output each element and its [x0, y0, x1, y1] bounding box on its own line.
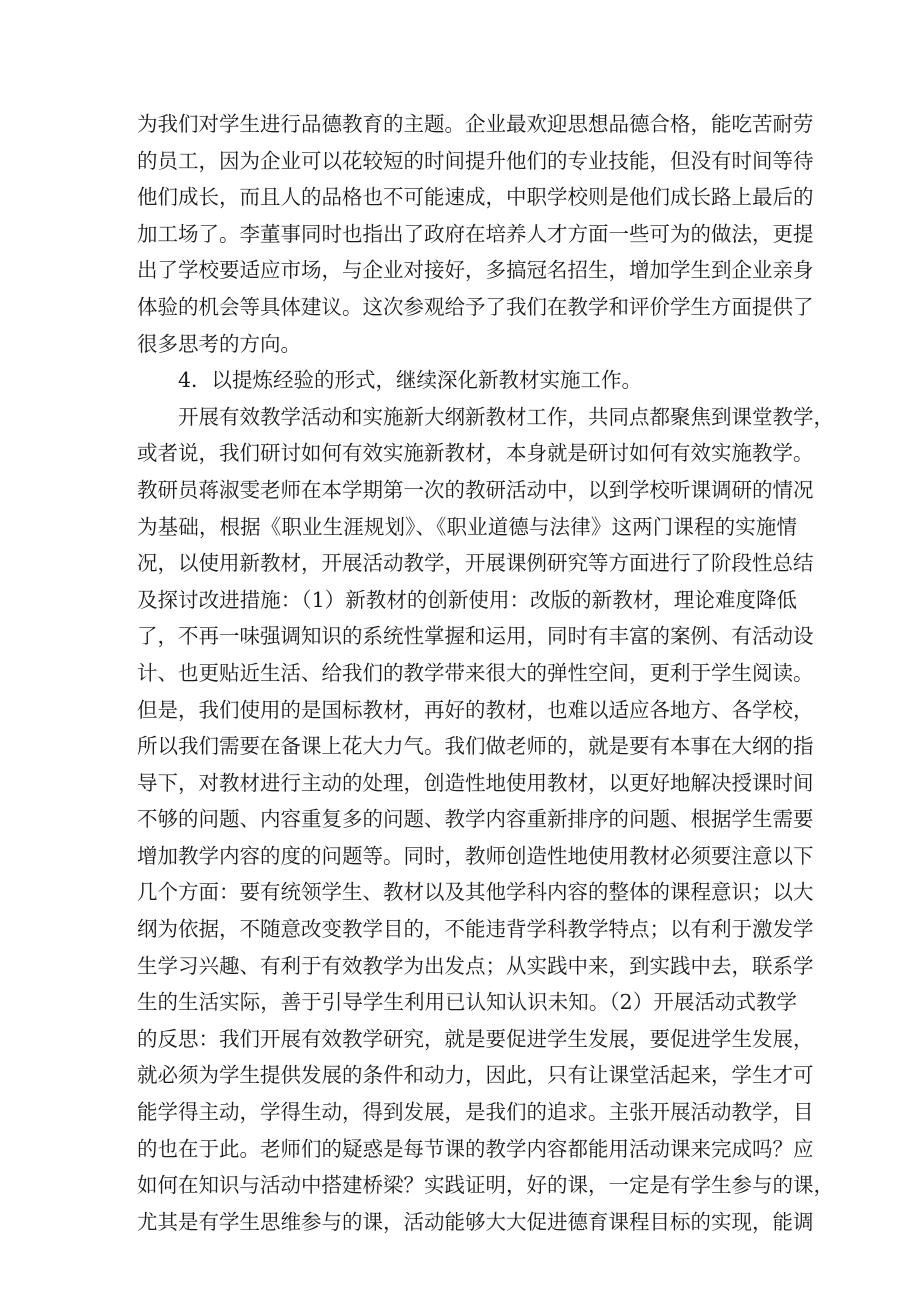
- text-line: 能学得主动，学得生动，得到发展，是我们的追求。主张开展活动教学，目: [137, 1100, 814, 1125]
- text-line: 教研员蒋淑雯老师在本学期第一次的教研活动中，以到学校听课调研的情况: [137, 477, 814, 502]
- text-line: 体验的机会等具体建议。这次参观给予了我们在教学和评价学生方面提供了: [137, 294, 814, 319]
- text-line: 他们成长，而且人的品格也不可能速成，中职学校则是他们成长路上最后的: [137, 185, 814, 210]
- text-line: 所以我们需要在备课上花大力气。我们做老师的，就是要有本事在大纲的指: [137, 734, 814, 759]
- text-line: 如何在知识与活动中搭建桥梁？实践证明，好的课，一定是有学生参与的课，: [137, 1173, 834, 1198]
- text-line: 的也在于此。老师们的疑惑是每节课的教学内容都能用活动课来完成吗？应: [137, 1136, 814, 1161]
- text-line: 纲为依据，不随意改变教学目的，不能违背学科教学特点；以有利于激发学: [137, 917, 814, 942]
- text-line: 计、也更贴近生活、给我们的教学带来很大的弹性空间，更利于学生阅读。: [137, 660, 814, 685]
- text-line: 增加教学内容的度的问题等。同时，教师创造性地使用教材必须要注意以下: [137, 843, 814, 868]
- text-line: 了，不再一味强调知识的系统性掌握和运用，同时有丰富的案例、有活动设: [137, 624, 814, 649]
- text-line: 为我们对学生进行品德教育的主题。企业最欢迎思想品德合格，能吃苦耐劳: [137, 112, 814, 136]
- text-line: 况，以使用新教材，开展活动教学，开展课例研究等方面进行了阶段性总结: [137, 551, 814, 576]
- text-line: 为基础，根据《职业生涯规划》、《职业道德与法律》这两门课程的实施情: [137, 514, 797, 539]
- text-line: 及探讨改进措施：（1）新教材的创新使用：改版的新教材，理论难度降低: [137, 587, 797, 612]
- text-line: 生的生活实际，善于引导学生利用已认知认识未知。（2）开展活动式教学: [137, 990, 797, 1015]
- text-line: 但是，我们使用的是国标教材，再好的教材，也难以适应各地方、各学校，: [137, 697, 814, 722]
- text-line: 出了学校要适应市场，与企业对接好，多搞冠名招生，增加学生到企业亲身: [137, 258, 814, 283]
- text-line: 的员工，因为企业可以花较短的时间提升他们的专业技能，但没有时间等待: [137, 148, 814, 173]
- text-line: 开展有效教学活动和实施新大纲新教材工作，共同点都聚焦到课堂教学，: [178, 404, 834, 429]
- text-line: 不够的问题、内容重复多的问题、教学内容重新排序的问题、根据学生需要: [137, 807, 814, 832]
- text-line: 4．以提炼经验的形式，继续深化新教材实施工作。: [178, 368, 643, 393]
- text-line: 很多思考的方向。: [137, 331, 301, 356]
- text-line: 加工场了。李董事同时也指出了政府在培养人才方面一些可为的做法，更提: [137, 221, 814, 246]
- text-line: 生学习兴趣、有利于有效教学为出发点；从实践中来，到实践中去，联系学: [137, 953, 814, 978]
- text-line: 尤其是有学生思维参与的课，活动能够大大促进德育课程目标的实现，能调: [137, 1209, 814, 1234]
- text-line: 导下，对教材进行主动的处理，创造性地使用教材，以更好地解决授课时间: [137, 770, 814, 795]
- text-line: 就必须为学生提供发展的条件和动力，因此，只有让课堂活起来，学生才可: [137, 1063, 814, 1088]
- text-line: 几个方面：要有统领学生、教材以及其他学科内容的整体的课程意识；以大: [137, 880, 814, 905]
- body-text: [137, 106, 834, 1240]
- text-line: 的反思：我们开展有效教学研究，就是要促进学生发展，要促进学生发展，: [137, 1026, 814, 1051]
- text-line: 或者说，我们研讨如何有效实施新教材，本身就是研讨如何有效实施教学。: [137, 441, 814, 466]
